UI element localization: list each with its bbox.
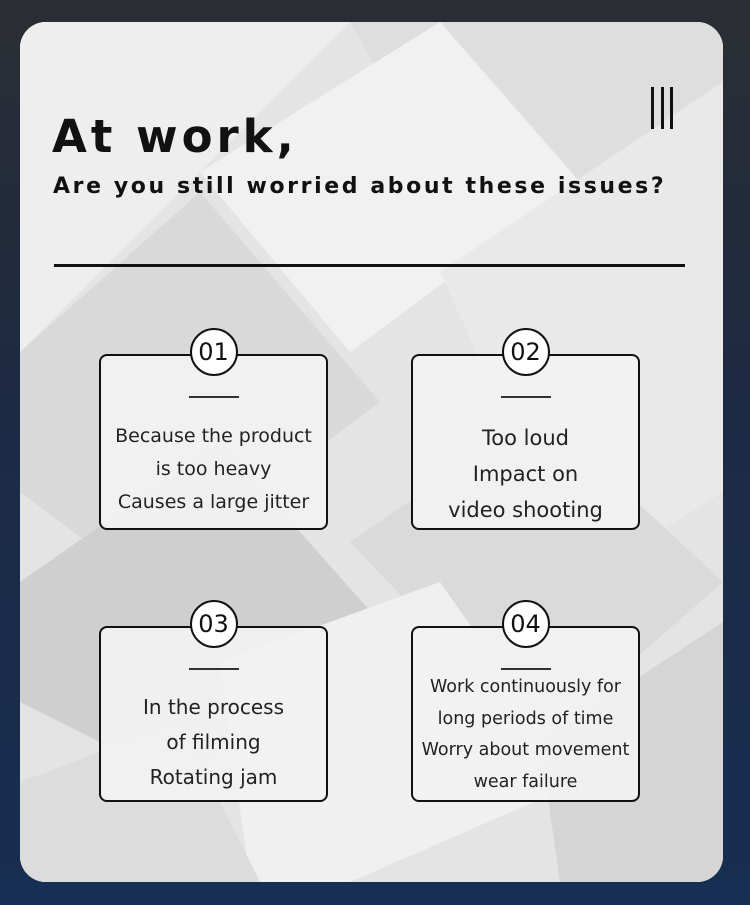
issue-card-4 bbox=[411, 610, 640, 802]
issue-text-line: Too loud bbox=[482, 426, 569, 450]
issue-description bbox=[101, 420, 326, 519]
issue-number-badge: 01 bbox=[190, 328, 238, 376]
card-divider bbox=[189, 396, 239, 398]
card-divider bbox=[501, 396, 551, 398]
issue-description bbox=[413, 420, 638, 528]
issue-card-3 bbox=[99, 610, 328, 802]
issue-number-badge: 03 bbox=[190, 600, 238, 648]
page-subtitle: Are you still worried about these issues? bbox=[53, 174, 667, 199]
page-title: At work, bbox=[52, 110, 298, 163]
issue-text-line: is too heavy bbox=[155, 458, 272, 480]
issue-text-line: Rotating jam bbox=[149, 765, 278, 789]
header-divider bbox=[54, 264, 685, 267]
issue-text-line: wear failure bbox=[473, 771, 578, 792]
issue-text-line: of filming bbox=[166, 730, 261, 754]
issue-text-line: video shooting bbox=[448, 498, 603, 522]
issue-description bbox=[413, 672, 638, 798]
issue-description bbox=[101, 690, 326, 795]
card-divider bbox=[501, 668, 551, 670]
issue-number-badge: 04 bbox=[502, 600, 550, 648]
issue-text-line: Causes a large jitter bbox=[117, 491, 310, 513]
content-panel bbox=[20, 22, 723, 882]
issue-text-line: Worry about movement bbox=[421, 740, 630, 760]
issue-text-line: In the process bbox=[143, 695, 284, 719]
issue-card-2 bbox=[411, 338, 640, 530]
issue-number-badge: 02 bbox=[502, 328, 550, 376]
issue-text-line: Because the product bbox=[115, 425, 312, 447]
card-divider bbox=[189, 668, 239, 670]
issue-text-line: Impact on bbox=[472, 462, 579, 486]
issue-text-line: long periods of time bbox=[437, 708, 614, 729]
issue-card-1 bbox=[99, 338, 328, 530]
issue-text-line: Work continuously for bbox=[430, 677, 621, 697]
three-bars-icon[interactable] bbox=[651, 87, 673, 129]
